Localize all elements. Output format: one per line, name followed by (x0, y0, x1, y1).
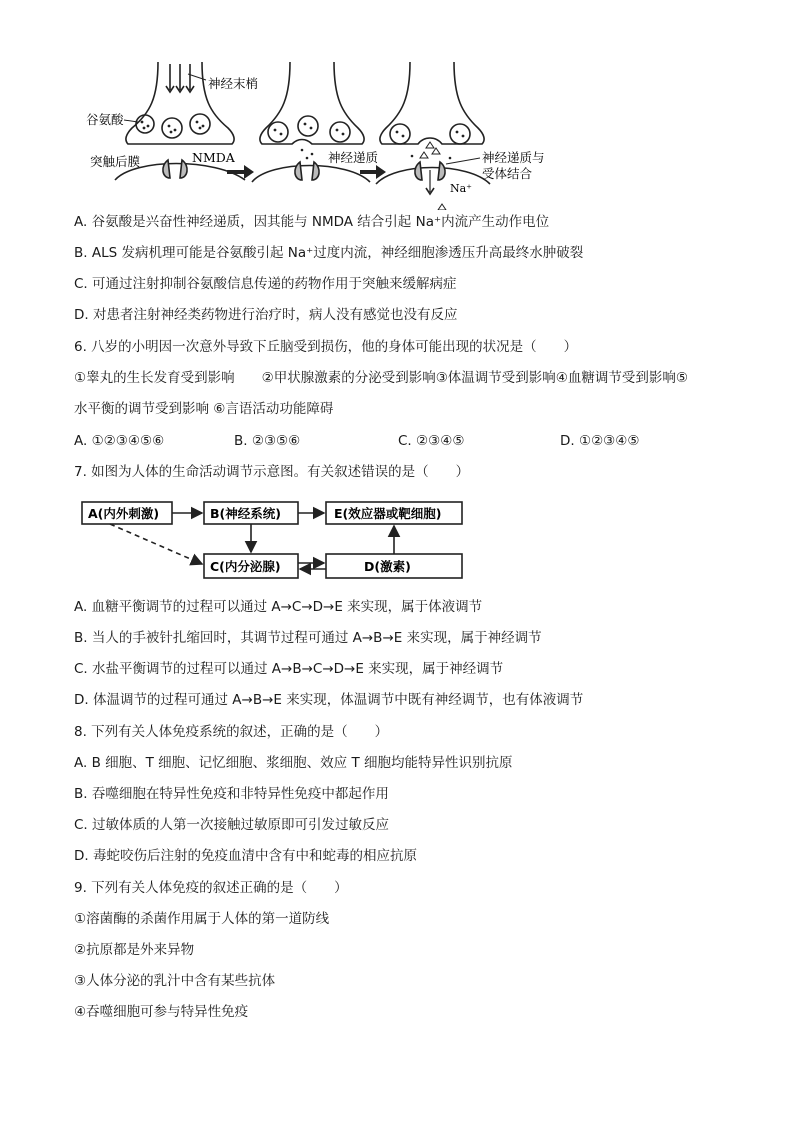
q5-option-c: C. 可通过注射抑制谷氨酸信息传递的药物作用于突触来缓解病症 (74, 276, 457, 292)
q9-item-4: ④吞噬细胞可参与特异性免疫 (74, 1004, 249, 1020)
q8-option-d: D. 毒蛇咬伤后注射的免疫血清中含有中和蛇毒的相应抗原 (74, 848, 417, 864)
q5-option-b: B. ALS 发病机理可能是谷氨酸引起 Na⁺过度内流，神经细胞渗透压升高最终水肿破裂 (74, 245, 584, 261)
label-transmitter-binding-2: 受体结合 (482, 166, 533, 181)
q8-option-c: C. 过敏体质的人第一次接触过敏原即可引发过敏反应 (74, 817, 390, 833)
box-e-label: E(效应器或靶细胞) (334, 506, 442, 521)
q6-option-c: C. ②③④⑤ (398, 433, 465, 449)
q5-option-d: D. 对患者注射神经类药物进行治疗时，病人没有感觉也没有反应 (74, 307, 458, 323)
q8-option-b: B. 吞噬细胞在特异性免疫和非特异性免疫中都起作用 (74, 786, 389, 802)
label-glutamate: 谷氨酸 (86, 112, 124, 127)
box-d-label: D(激素) (364, 559, 411, 574)
q5-option-a: A. 谷氨酸是兴奋性神经递质，因其能与 NMDA 结合引起 Na⁺内流产生动作电位 (74, 214, 550, 230)
q6-option-d: D. ①②③④⑤ (560, 433, 640, 449)
q6-option-b: B. ②③⑤⑥ (234, 433, 301, 449)
label-nerve-terminal: 神经末梢 (208, 76, 259, 91)
label-transmitter-binding-1: 神经递质与 (482, 150, 545, 165)
label-sodium-ion: Na⁺ (450, 182, 472, 195)
q7-option-a: A. 血糖平衡调节的过程可以通过 A→C→D→E 来实现，属于体液调节 (74, 599, 483, 615)
q6-items-line-1: ①睾丸的生长发育受到影响 ②甲状腺激素的分泌受到影响③体温调节受到影响④血糖调节受到影响⑤ (74, 370, 689, 386)
regulation-flowchart (80, 498, 470, 586)
q7-option-c: C. 水盐平衡调节的过程可以通过 A→B→C→D→E 来实现，属于神经调节 (74, 661, 504, 677)
q9-item-2: ②抗原都是外来异物 (74, 942, 195, 958)
arrow-a-to-c-dashed (110, 524, 202, 564)
q6-option-a: A. ①②③④⑤⑥ (74, 433, 165, 449)
q6-items-line-2: 水平衡的调节受到影响 ⑥言语活动功能障碍 (74, 401, 334, 417)
q9-stem: 9. 下列有关人体免疫的叙述正确的是（ ） (74, 880, 348, 896)
label-neurotransmitter: 神经递质 (328, 150, 379, 165)
q7-option-d: D. 体温调节的过程可通过 A→B→E 来实现，体温调节中既有神经调节，也有体液调节 (74, 692, 584, 708)
q9-item-1: ①溶菌酶的杀菌作用属于人体的第一道防线 (74, 911, 330, 927)
q7-stem: 7. 如图为人体的生命活动调节示意图。有关叙述错误的是（ ） (74, 464, 470, 480)
label-postsynaptic-membrane: 突触后膜 (90, 154, 141, 169)
box-b-label: B(神经系统) (210, 506, 281, 521)
q6-stem: 6. 八岁的小明因一次意外导致下丘脑受到损伤，他的身体可能出现的状况是（ ） (74, 339, 578, 355)
q8-stem: 8. 下列有关人体免疫系统的叙述，正确的是（ ） (74, 724, 389, 740)
q7-option-b: B. 当人的手被针扎缩回时，其调节过程可通过 A→B→E 来实现，属于神经调节 (74, 630, 542, 646)
synapse-panel-3 (376, 62, 490, 210)
q8-option-a: A. B 细胞、T 细胞、记忆细胞、浆细胞、效应 T 细胞均能特异性识别抗原 (74, 755, 513, 771)
box-a-label: A(内外刺激) (88, 506, 160, 521)
box-c-label: C(内分泌腺) (210, 559, 281, 574)
q9-item-3: ③人体分泌的乳汁中含有某些抗体 (74, 973, 276, 989)
label-nmda: NMDA (192, 150, 235, 165)
synapse-figure (80, 58, 570, 210)
